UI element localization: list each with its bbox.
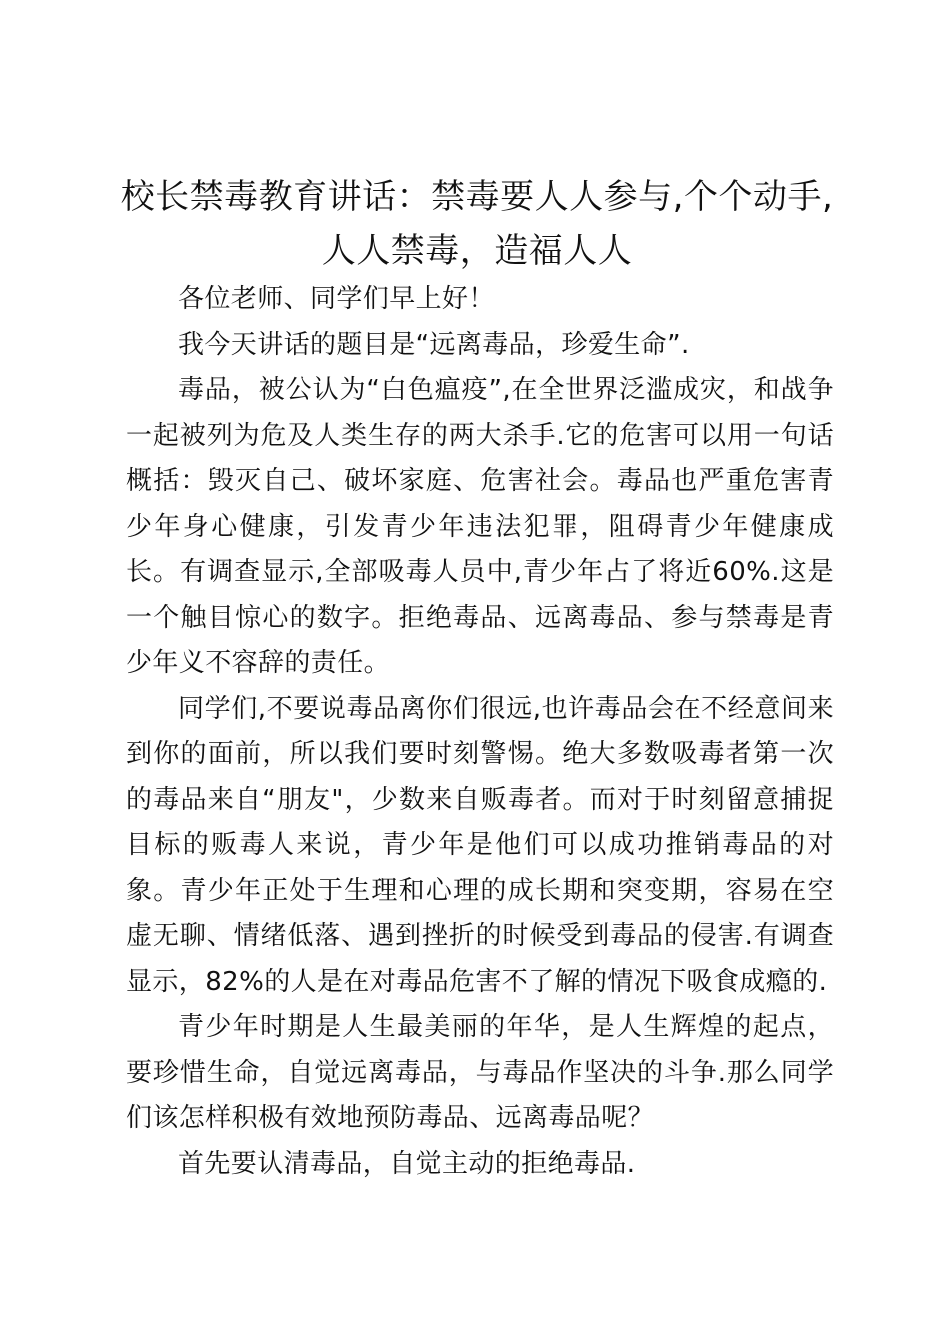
paragraph-cherish-life: 青少年时期是人生最美丽的年华，是人生辉煌的起点，要珍惜生命，自觉远离毒品，与毒品作坚决的斗争.那么同学们该怎样积极有效地预防毒品、远离毒品呢？ — [126, 1012, 834, 1133]
paragraph-greeting: 各位老师、同学们早上好！ — [178, 284, 495, 314]
paragraph-topic: 我今天讲话的题目是“远离毒品，珍爱生命”. — [178, 329, 690, 360]
document-body — [126, 277, 834, 1187]
paragraph-first-step: 首先要认清毒品，自觉主动的拒绝毒品. — [178, 1148, 636, 1179]
paragraph-vigilance: 同学们,不要说毒品离你们很远,也许毒品会在不经意间来到你的面前，所以我们要时刻警惕。绝大多数吸毒者第一次的毒品来自“朋友"，少数来自贩毒者。而对于时刻留意捕捉目标的贩毒人来说，青少年是他们可以成功推销毒品的对象。青少年正处于生理和心理的成长期和突变期，容易在空虚无聊、情绪低落、遇到挫折的时候受到毒品的侵害.有调查显示，82%的人是在对毒品危害不了解的情况下吸食成瘾的. — [126, 693, 834, 997]
paragraph-drug-harm: 毒品，被公认为“白色瘟疫”,在全世界泛滥成灾，和战争一起被列为危及人类生存的两大杀手.它的危害可以用一句话概括：毁灭自己、破坏家庭、危害社会。毒品也严重危害青少年身心健康，引发青少年违法犯罪，阻碍青少年健康成长。有调查显示,全部吸毒人员中,青少年占了将近60%.这是一个触目惊心的数字。拒绝毒品、远离毒品、参与禁毒是青少年义不容辞的责任。 — [126, 375, 834, 678]
document-title: 校长禁毒教育讲话：禁毒要人人参与,个个动手,人人禁毒，造福人人 — [120, 177, 834, 271]
